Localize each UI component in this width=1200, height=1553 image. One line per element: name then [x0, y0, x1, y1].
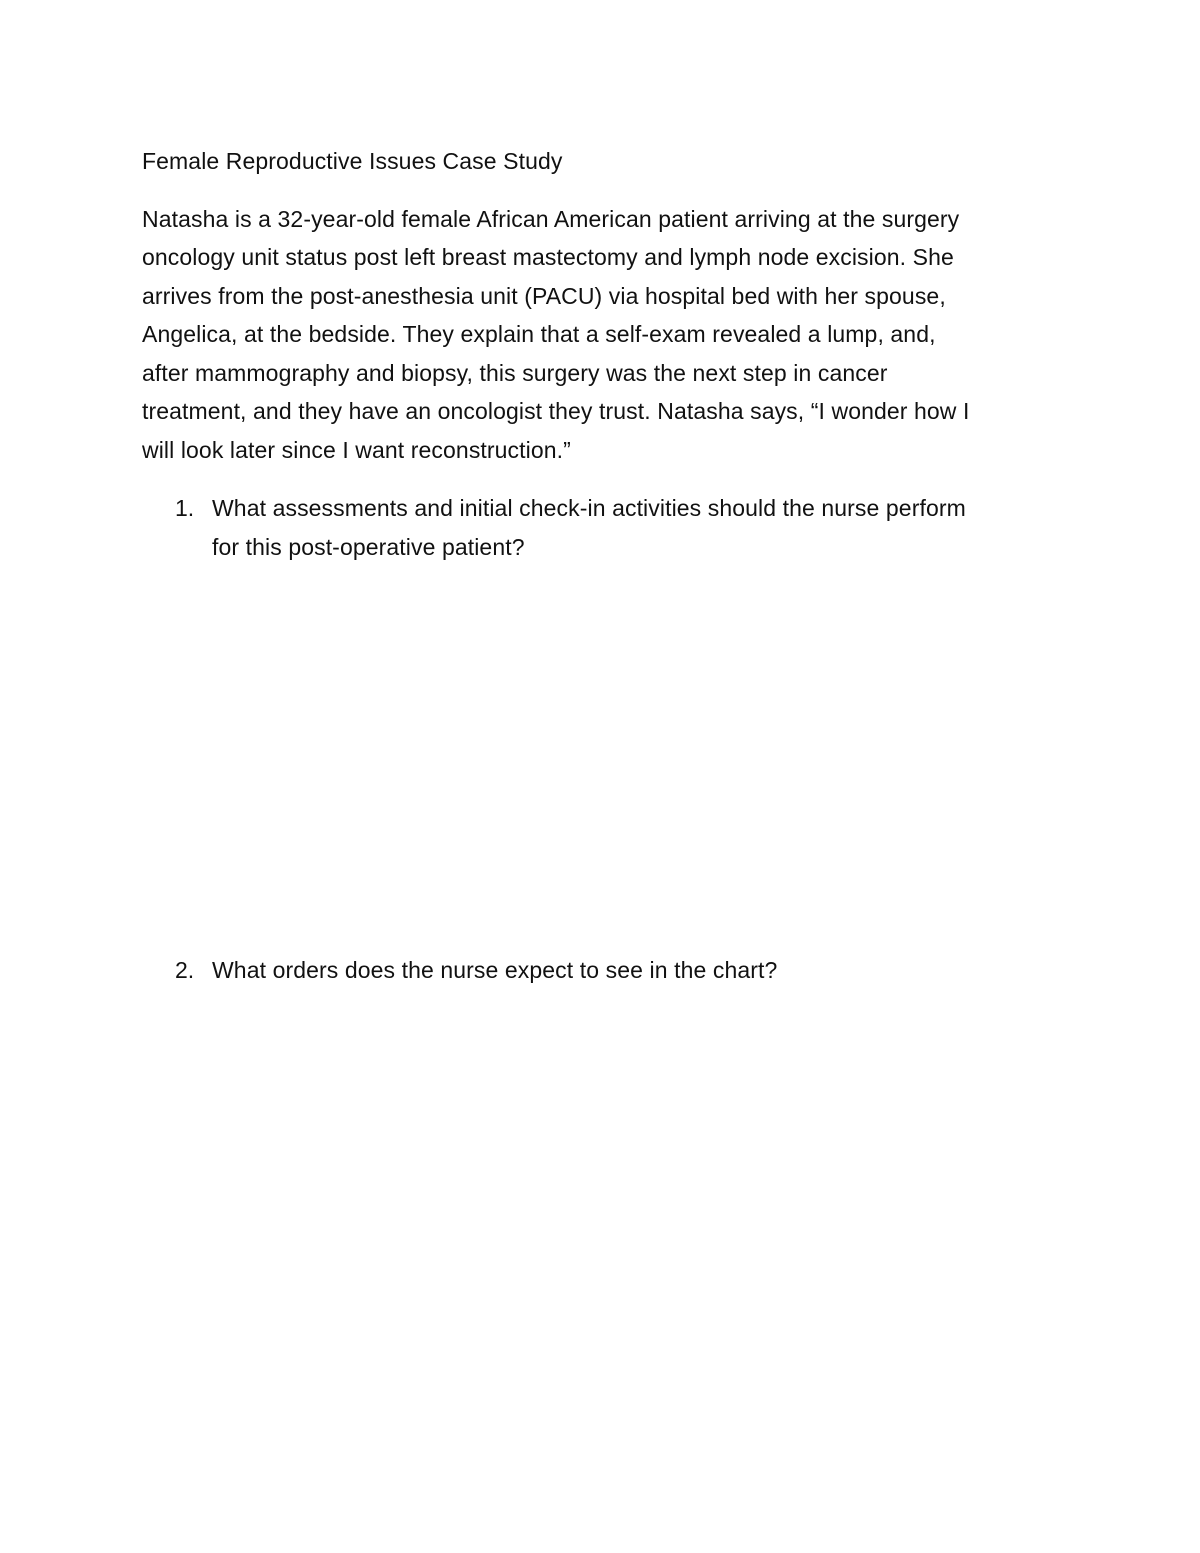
case-line: Natasha is a 32-year-old female African American patient arriving at the surgery	[142, 206, 960, 232]
case-line: Angelica, at the bedside. They explain that a self-exam revealed a lump, and,	[142, 321, 936, 347]
case-line: will look later since I want reconstruction.”	[142, 437, 571, 463]
case-line: arrives from the post-anesthesia unit (PACU) via hospital bed with her spouse,	[142, 283, 946, 309]
case-line: oncology unit status post left breast mastectomy and lymph node excision. She	[142, 244, 954, 270]
question-text: What assessments and initial check-in activities should the nurse perform	[212, 495, 966, 521]
question-text: for this post-operative patient?	[212, 534, 525, 560]
case-line: after mammography and biopsy, this surgery was the next step in cancer	[142, 360, 888, 386]
case-line: treatment, and they have an oncologist they trust. Natasha says, “I wonder how I	[142, 398, 970, 424]
document-title: Female Reproductive Issues Case Study	[142, 148, 563, 174]
question-text: What orders does the nurse expect to see in the chart?	[212, 957, 778, 983]
question-number: 1.	[175, 495, 195, 521]
question-number: 2.	[175, 957, 195, 983]
